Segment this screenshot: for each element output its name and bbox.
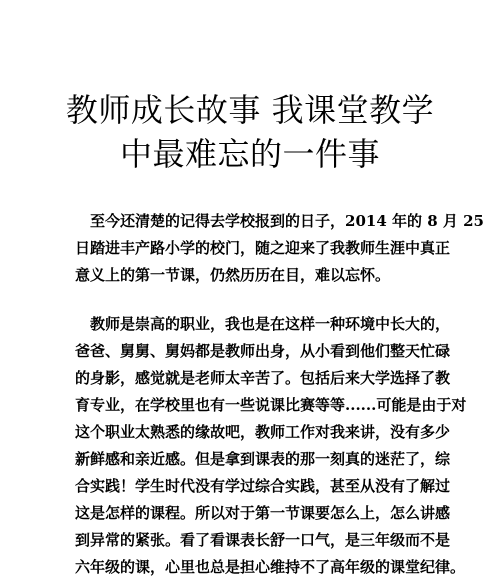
paragraph-line: 爸爸、舅舅、舅妈都是教师出身，从小看到他们整天忙碌: [75, 342, 451, 360]
paragraph-line: 意义上的第一节课，仍然历历在目，难以忘怀。: [75, 266, 391, 284]
paragraph-line: 这是怎样的课程。所以对于第一节课要怎么上，怎么讲感: [75, 504, 451, 522]
paragraph-line: 教师是崇高的职业，我也是在这样一种环境中长大的，: [90, 315, 451, 333]
title-line-2: 中最难忘的一件事: [119, 135, 380, 173]
paragraph-line: 日踏进丰产路小学的校门，随之迎来了我教师生涯中真正: [75, 239, 451, 257]
paragraph-line: 的身影，感觉就是老师太辛苦了。包括后来大学选择了教: [75, 369, 451, 387]
paragraph-line: 六年级的课，心里也总是担心维持不了高年级的课堂纪律。: [75, 558, 466, 576]
paragraph-line: 合实践！学生时代没有学过综合实践，甚至从没有了解过: [75, 477, 451, 495]
paragraph-line: 至今还清楚的记得去学校报到的日子，2014 年的 8 月 25: [90, 212, 484, 230]
paragraph-line: 育专业，在学校里也有一些说课比赛等等......可能是由于对: [75, 396, 467, 414]
paragraph-line: 这个职业太熟悉的缘故吧，教师工作对我来讲，没有多少: [75, 423, 451, 441]
paragraph-2: [75, 311, 467, 581]
document-title: [0, 88, 500, 176]
title-line-1: 教师成长故事 我课堂教学: [65, 91, 435, 129]
paragraph-line: 到异常的紧张。看了看课表长舒一口气，是三年级而不是: [75, 531, 451, 549]
paragraph-line: 新鲜感和亲近感。但是拿到课表的那一刻真的迷茫了，综: [75, 450, 451, 468]
paragraph-1: [75, 208, 484, 289]
